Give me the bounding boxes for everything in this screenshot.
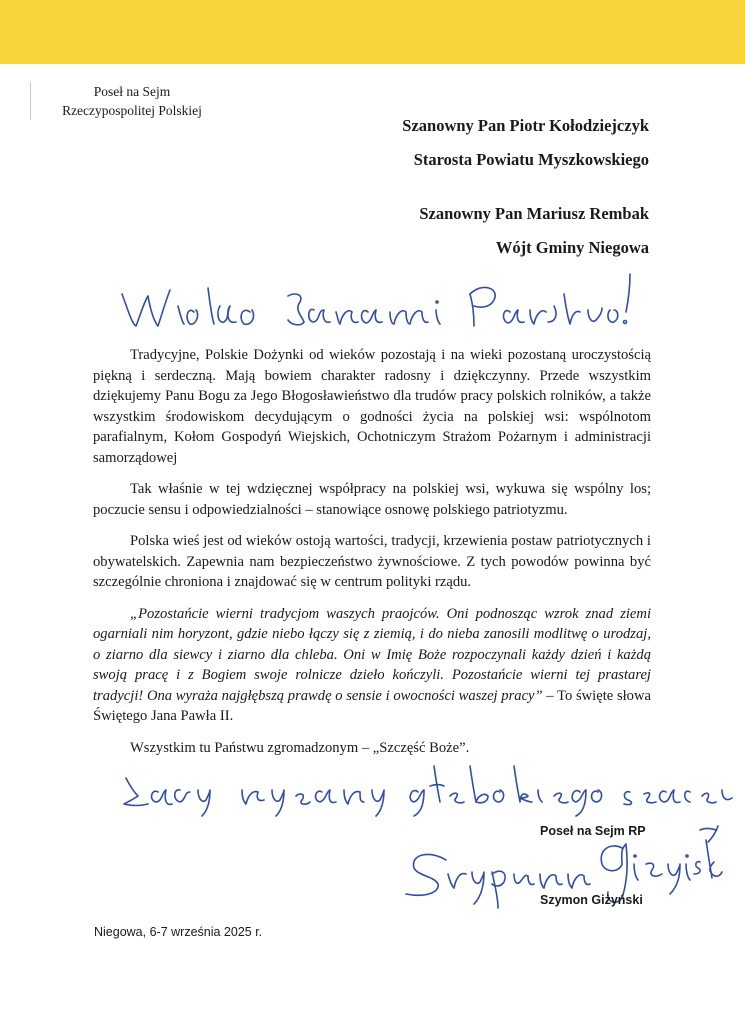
place-date: Niegowa, 6-7 września 2025 r. xyxy=(94,925,263,939)
sender-line-2: Rzeczypospolitej Polskiej xyxy=(62,103,202,118)
paragraph-2: Tak właśnie w tej wdzięcznej współpracy na polskiej wsi, wykuwa się wspólny los; poczucie sensu i odpowiedzialności – stanowiące osnowę polskiego patriotyzmu. xyxy=(93,481,651,518)
letter-body xyxy=(93,345,651,758)
recipient-1-name: Szanowny Pan Piotr Kołodziejczyk xyxy=(402,116,649,135)
paragraph-3: Polska wieś jest od wieków ostoją wartości, tradycji, krzewienia postaw patriotycznych i obywatelskich. Zapewnia nam bezpieczeństwo żywnościowe. Z tych powodów powinna być szczególnie chroniona i znajdować się w centrum polityki rządu. xyxy=(93,533,651,590)
quote-paragraph xyxy=(93,604,651,727)
sender-block xyxy=(30,82,227,120)
quote-attribution: – To święte słowa Świętego Jana Pawła II. xyxy=(93,687,651,724)
quote-text: „Pozostańcie wierni tradycjom waszych praojców. Oni podnosząc wzrok znad ziemi ogarniali nim horyzont, gdzie niebo łączy się z ziemią, i do nieba zanosili modlitwę o urodzaj, o ziarno dla siewcy i ziarno dla chleba. Oni w Imię Boże rozpoczynali każdy dzień i każdą swoją pracę i z Bogiem swoje rolnicze dzieło kończyli. Pozostańcie wierni tej prastarej tradycji! Ona wyraża najgłębszą prawdę o sensie i owocności waszej pracy” xyxy=(93,605,651,704)
recipients-block xyxy=(402,109,649,265)
header-band xyxy=(0,0,745,64)
signature-name: Szymon Giżyński xyxy=(540,893,643,907)
recipient-1-role: Starosta Powiatu Myszkowskiego xyxy=(413,150,649,169)
signature-title: Poseł na Sejm RP xyxy=(540,824,646,838)
closing-line: Wszystkim tu Państwu zgromadzonym – „Szczęść Boże”. xyxy=(130,739,470,756)
paragraph-1: Tradycyjne, Polskie Dożynki od wieków pozostają i na wieki pozostaną uroczystością piękną i serdeczną. Mają bowiem charakter radosny i dziękczynny. Przede wszystkim dziękujemy Panu Bogu za Jego Błogosławieństwo dla trudów pracy polskich rolników, a także wszystkim środowiskom decydującym o godności życia na polskiej wsi: wspólnotom parafialnym, Kołom Gospodyń Wiejskich, Ochotniczym Strażom Pożarnym i administracji samorządowej xyxy=(93,347,651,466)
sender-line-1: Poseł na Sejm xyxy=(93,84,171,99)
recipient-2-name: Szanowny Pan Mariusz Rembak xyxy=(419,204,649,223)
recipient-2-role: Wójt Gminy Niegowa xyxy=(495,238,649,257)
handwritten-regards xyxy=(118,756,738,822)
handwritten-salutation xyxy=(118,266,638,332)
